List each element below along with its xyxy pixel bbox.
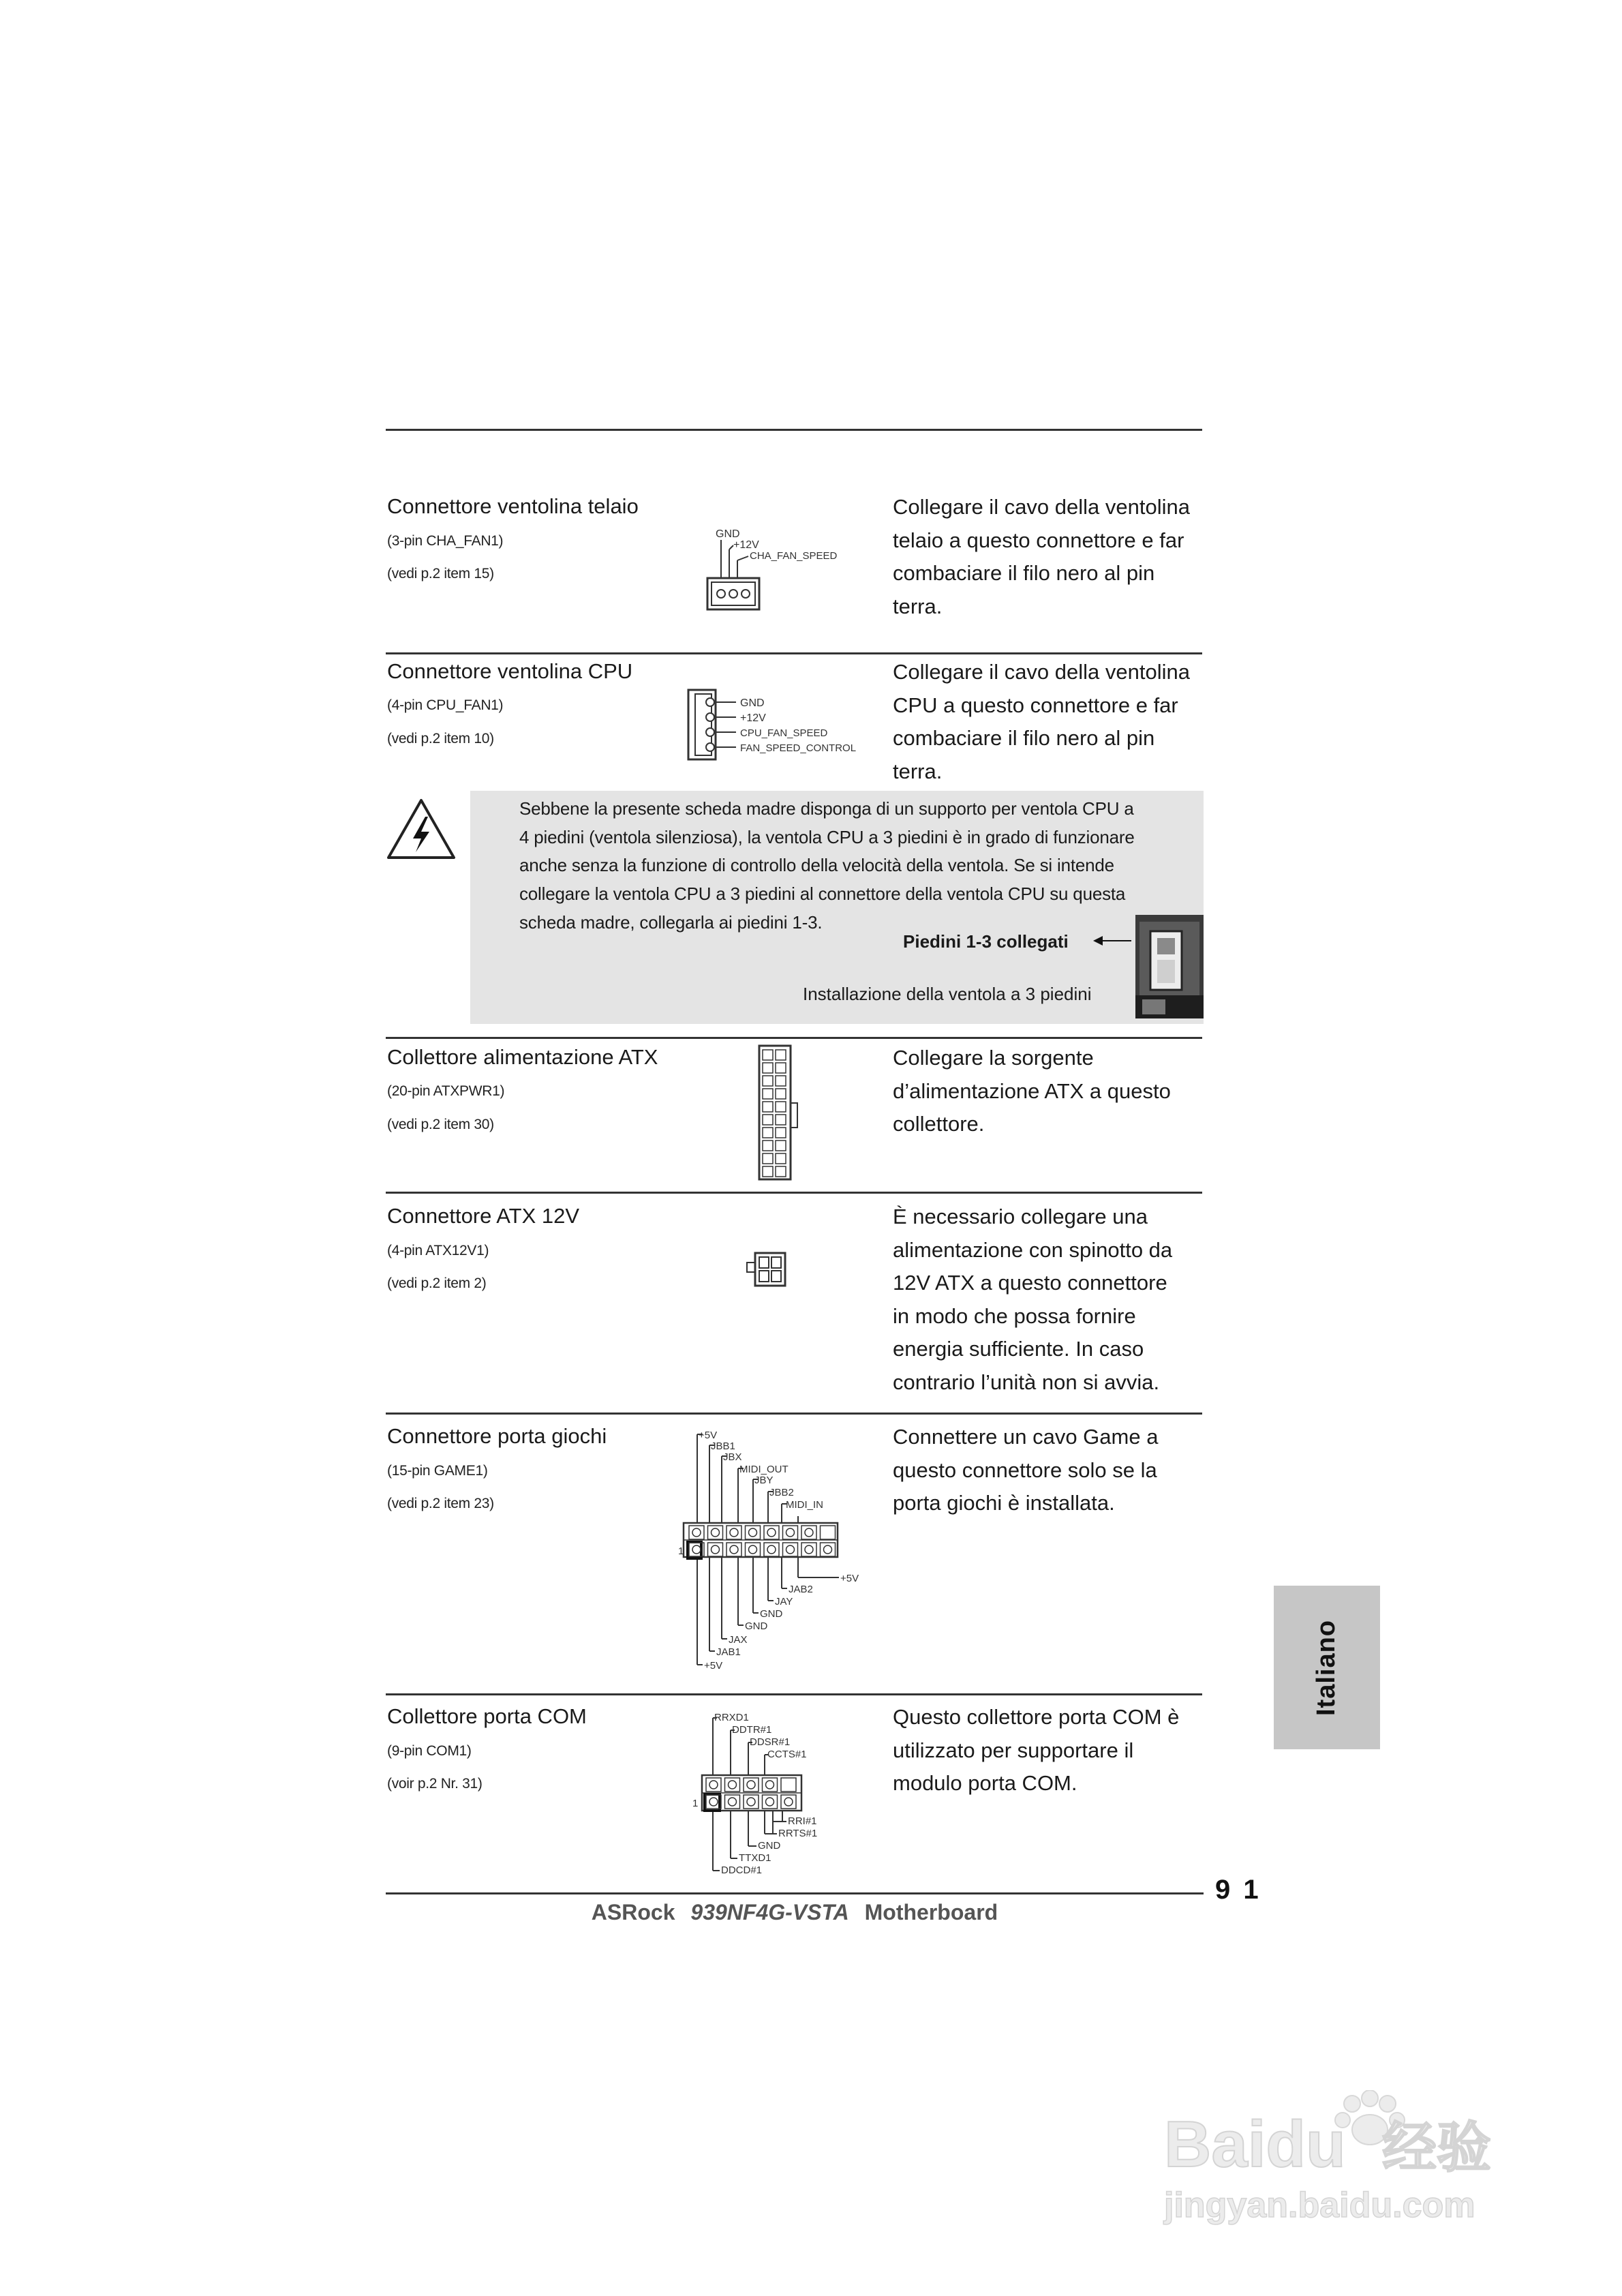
diagram-label: JAB2: [789, 1584, 813, 1595]
atx-pin: [776, 1102, 786, 1112]
atx-pin: [763, 1141, 773, 1151]
diagram-label: JAB1: [716, 1646, 741, 1658]
top-rule: [386, 429, 1202, 431]
note-caption: Installazione della ventola a 3 piedini: [803, 984, 1092, 1004]
diagram-label: GND: [760, 1608, 783, 1620]
section-description: Collegare il cavo della ventolina CPU a questo connettore e far combaciare il filo nero al pin terra.: [893, 660, 1190, 783]
diagram-label: FAN_SPEED_CONTROL: [740, 742, 857, 754]
watermark-cn: 经验: [1382, 2117, 1491, 2178]
atx-pin: [763, 1102, 773, 1112]
diagram-label: RRI#1: [788, 1815, 817, 1827]
diagram-label: JBX: [723, 1451, 742, 1463]
watermark-url: jingyan.baidu.com: [1164, 2186, 1475, 2225]
cpu-fan-connector-diagram: [682, 687, 879, 762]
atx-pin: [776, 1166, 786, 1177]
footer-brand: ASRock: [591, 1900, 675, 1924]
com-port-connector-diagram: [688, 1707, 852, 1884]
diagram-label: TTXD1: [739, 1852, 771, 1864]
atx-pin: [763, 1166, 773, 1177]
page-number: 9 1: [1215, 1875, 1261, 1905]
section-title: Connettore porta giochi: [387, 1424, 607, 1448]
section-divider: [386, 1693, 1202, 1695]
warning-icon: [386, 796, 457, 862]
section-title: Collettore alimentazione ATX: [387, 1045, 658, 1069]
section-pin: (15-pin GAME1): [387, 1463, 488, 1479]
fan-header-photo: [1135, 915, 1204, 1018]
diagram-label: JBB1: [711, 1440, 735, 1452]
section-ref: (vedi p.2 item 10): [387, 731, 494, 746]
atx-pin: [776, 1076, 786, 1086]
diagram-label: CPU_FAN_SPEED: [740, 727, 828, 739]
atx-power-connector-diagram: [754, 1042, 808, 1185]
section-pin: (4-pin CPU_FAN1): [387, 697, 504, 713]
section-description: Questo collettore porta COM è utilizzato per supportare il modulo porta COM.: [893, 1705, 1180, 1795]
section-title: Collettore porta COM: [387, 1704, 587, 1728]
section-pin: (20-pin ATXPWR1): [387, 1083, 505, 1099]
pin-one-label: 1: [692, 1798, 699, 1809]
section-description: Collegare la sorgente d’alimentazione ATX a questo collettore.: [893, 1046, 1171, 1136]
diagram-label: +12V: [740, 712, 766, 724]
note-line: Sebbene la presente scheda madre disponga di un supporto per ventola CPU a: [519, 798, 1134, 819]
section-pin: (3-pin CHA_FAN1): [387, 533, 504, 549]
diagram-label: +12V: [733, 539, 759, 551]
game-port-connector-diagram: [678, 1426, 876, 1685]
section-divider: [386, 652, 1202, 654]
section-ref: (vedi p.2 item 23): [387, 1496, 494, 1511]
section-pin: (9-pin COM1): [387, 1743, 472, 1759]
diagram-label: DDCD#1: [721, 1864, 763, 1876]
diagram-label: RRXD1: [714, 1712, 749, 1723]
footer-product: Motherboard: [864, 1900, 998, 1924]
atx-pin: [776, 1050, 786, 1060]
atx-pin: [776, 1141, 786, 1151]
atx-pin: [763, 1063, 773, 1073]
diagram-label: DDSR#1: [750, 1736, 791, 1748]
atx-pin: [776, 1115, 786, 1125]
diagram-label: CHA_FAN_SPEED: [750, 550, 838, 562]
diagram-label: MIDI_OUT: [739, 1464, 789, 1475]
pin-one-label: 1: [678, 1545, 684, 1557]
diagram-label: +5V: [704, 1660, 723, 1672]
section-ref: (vedi p.2 item 2): [387, 1275, 487, 1291]
note-line: scheda madre, collegarla ai piedini 1-3.: [519, 912, 823, 933]
diagram-label: +5V: [699, 1430, 718, 1441]
section-description: È necessario collegare una alimentazione con spinotto da 12V ATX a questo connettore in modo che possa fornire energia sufficiente. In caso contrario l’unità non si avvia.: [893, 1205, 1173, 1394]
diagram-label: JBB2: [769, 1487, 794, 1498]
section-ref: (vedi p.2 item 15): [387, 566, 494, 581]
atx-pin: [763, 1128, 773, 1138]
arrow-left-icon: [1092, 933, 1133, 949]
atx-pin: [763, 1050, 773, 1060]
atx-pin: [776, 1128, 786, 1138]
watermark-brand: Baidu: [1164, 2108, 1346, 2181]
diagram-label: JAX: [729, 1634, 748, 1646]
section-title: Connettore ventolina telaio: [387, 494, 639, 518]
note-line: collegare la ventola CPU a 3 piedini al connettore della ventola CPU su questa: [519, 883, 1126, 904]
section-divider: [386, 1413, 1202, 1415]
footer-rule: [386, 1892, 1204, 1894]
atx-pin: [763, 1115, 773, 1125]
footer: [386, 1900, 1204, 1925]
diagram-label: +5V: [840, 1573, 859, 1584]
atx-pin: [776, 1063, 786, 1073]
atx-pin: [763, 1076, 773, 1086]
note-line: anche senza la funzione di controllo della velocità della ventola. Se si intende: [519, 855, 1114, 875]
footer-model: 939NF4G-VSTA: [690, 1900, 849, 1924]
section-divider: [386, 1192, 1202, 1194]
diagram-label: GND: [745, 1620, 768, 1632]
diagram-label: CCTS#1: [767, 1749, 807, 1760]
language-tab-label: Italiano: [1312, 1619, 1341, 1716]
diagram-label: GND: [758, 1840, 781, 1852]
atx12v-connector-diagram: [741, 1248, 789, 1291]
section-divider: [386, 1037, 1202, 1039]
baidu-watermark: [1157, 2090, 1539, 2226]
section-title: Connettore ATX 12V: [387, 1204, 580, 1228]
diagram-label: GND: [740, 697, 765, 709]
atx-pin: [776, 1089, 786, 1099]
atx-pin: [763, 1089, 773, 1099]
diagram-label: DDTR#1: [732, 1724, 772, 1736]
diagram-label: RRTS#1: [778, 1828, 818, 1839]
atx-pin: [763, 1153, 773, 1164]
diagram-label: JBY: [754, 1475, 774, 1486]
section-pin: (4-pin ATX12V1): [387, 1243, 489, 1258]
section-description: Connettere un cavo Game a questo connettore solo se la porta giochi è installata.: [893, 1425, 1159, 1515]
atx-pin: [776, 1153, 786, 1164]
note-callout: Piedini 1-3 collegati: [903, 931, 1069, 952]
cha-fan-connector-diagram: [702, 525, 859, 620]
diagram-label: JAY: [775, 1596, 793, 1607]
diagram-label: MIDI_IN: [786, 1499, 824, 1511]
section-ref: (voir p.2 Nr. 31): [387, 1776, 483, 1792]
section-description: Collegare il cavo della ventolina telaio a questo connettore e far combaciare il filo nero al pin terra.: [893, 495, 1190, 618]
note-line: 4 piedini (ventola silenziosa), la ventola CPU a 3 piedini è in grado di funzionare: [519, 827, 1135, 847]
diagram-label: GND: [716, 528, 740, 540]
section-ref: (vedi p.2 item 30): [387, 1117, 494, 1132]
section-title: Connettore ventolina CPU: [387, 659, 633, 683]
